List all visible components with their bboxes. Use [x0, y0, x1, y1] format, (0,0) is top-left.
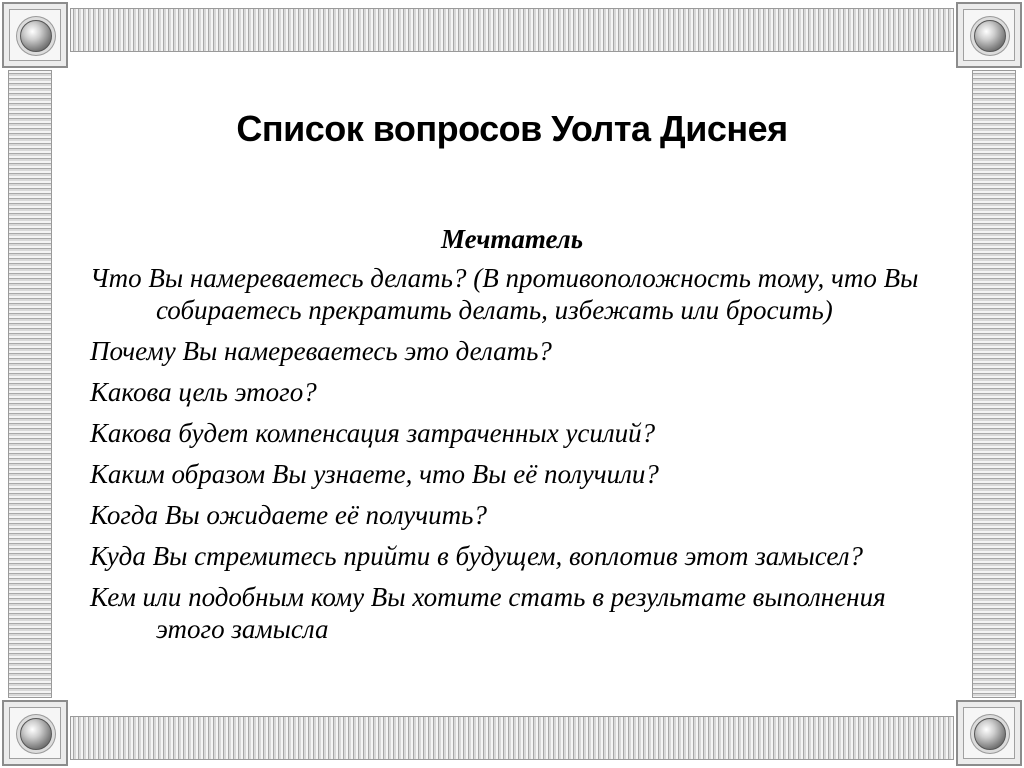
- list-item: Кем или подобным кому Вы хотите стать в результате выполнения этого замысла: [90, 582, 886, 644]
- frame-right-bar: [972, 70, 1016, 698]
- frame-corner-bottom-left: [2, 700, 68, 766]
- list-item: Что Вы намереваетесь делать? (В противоположность тому, что Вы собираетесь прекратить делать, избежать или бросить): [90, 263, 919, 325]
- list-item: Почему Вы намереваетесь это делать?: [90, 336, 552, 366]
- frame-bottom-bar: [70, 716, 954, 760]
- frame-corner-bottom-right: [956, 700, 1022, 766]
- round-knob-icon: [20, 718, 52, 750]
- list-item: Когда Вы ожидаете её получить?: [90, 500, 487, 530]
- frame-left-bar: [8, 70, 52, 698]
- list-item: Куда Вы стремитесь прийти в будущем, воплотив этот замысел?: [90, 541, 864, 571]
- page-title: Список вопросов Уолта Диснея: [236, 108, 788, 149]
- round-knob-icon: [974, 718, 1006, 750]
- round-knob-icon: [974, 20, 1006, 52]
- list-item: Каким образом Вы узнаете, что Вы её получили?: [90, 459, 659, 489]
- questions-list: [90, 262, 920, 654]
- frame-corner-top-right: [956, 2, 1022, 68]
- frame-corner-top-left: [2, 2, 68, 68]
- frame-top-bar: [70, 8, 954, 52]
- round-knob-icon: [20, 20, 52, 52]
- list-item: Какова будет компенсация затраченных усилий?: [90, 418, 656, 448]
- section-subtitle: Мечтатель: [440, 224, 584, 254]
- list-item: Какова цель этого?: [90, 377, 317, 407]
